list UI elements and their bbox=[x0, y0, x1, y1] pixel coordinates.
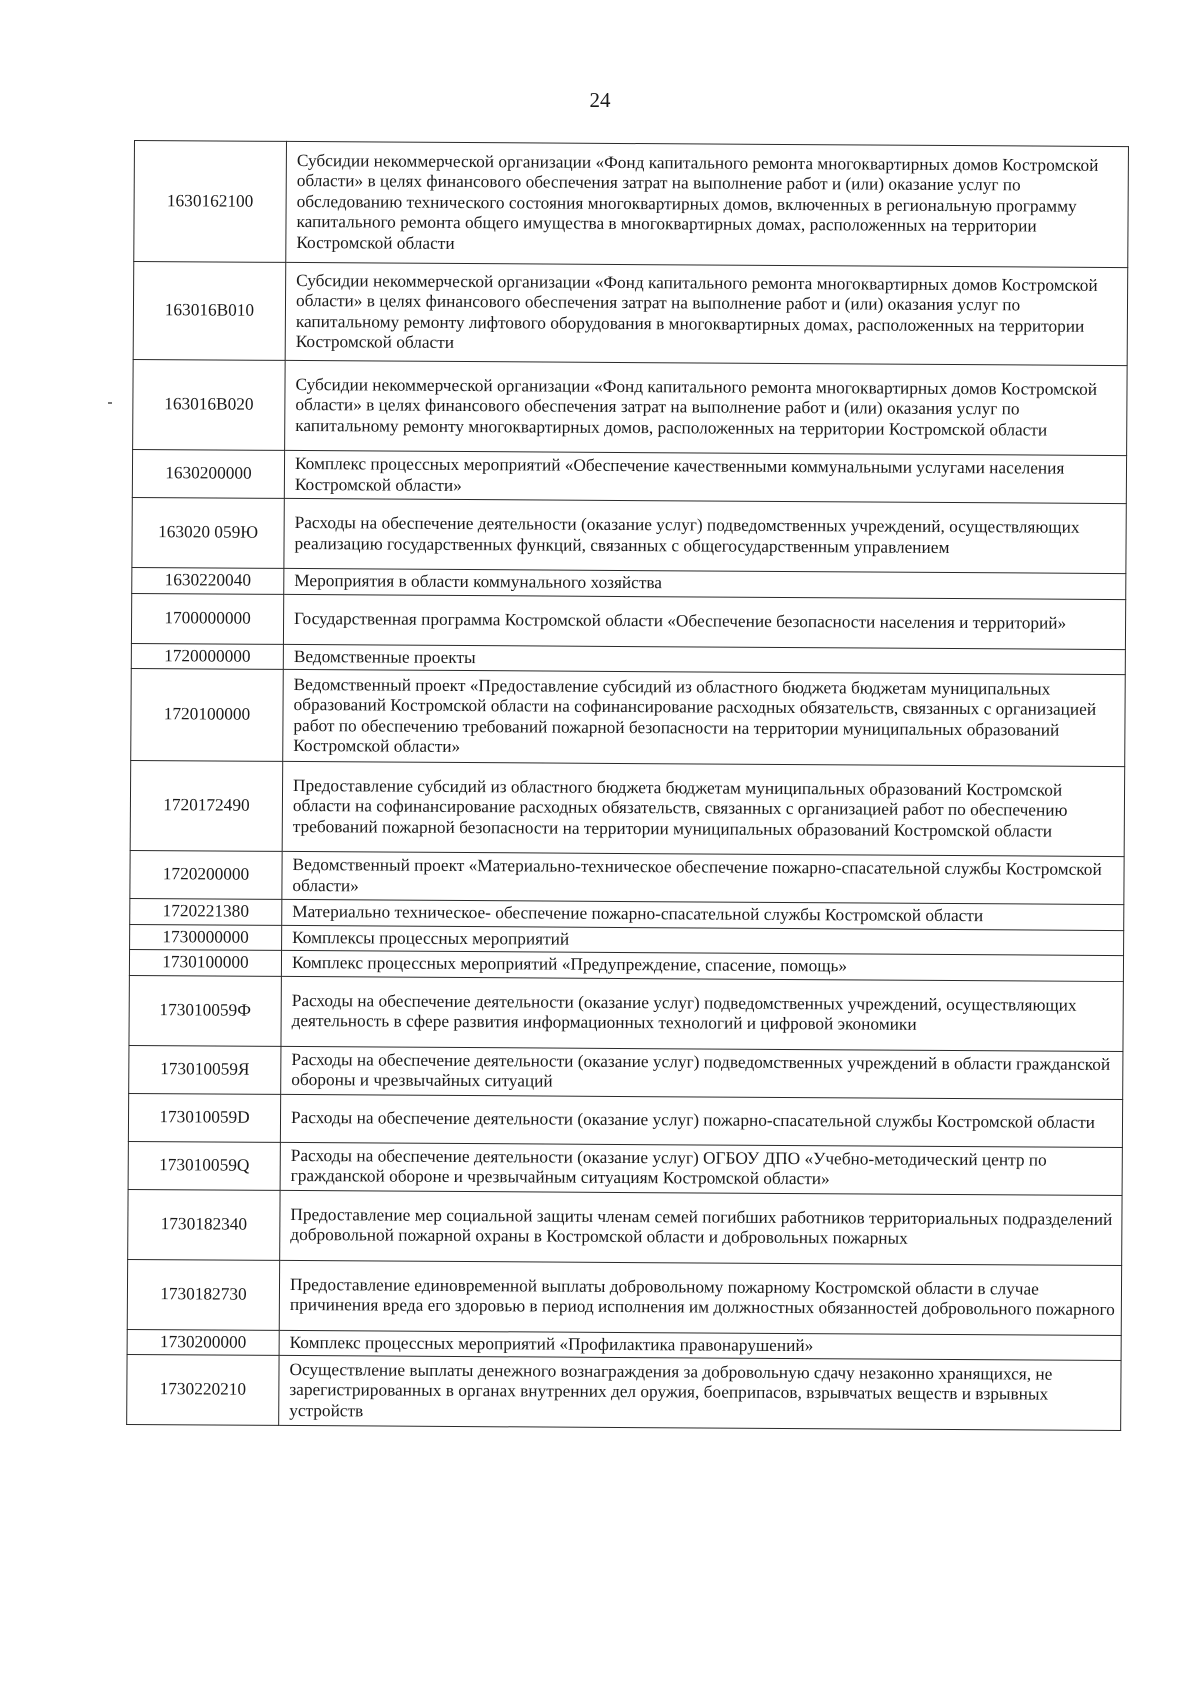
row-code: 1720221380 bbox=[130, 898, 282, 924]
row-code: 1730200000 bbox=[127, 1329, 279, 1355]
row-description: Государственная программа Костромской области «Обеспечение безопасности населения и территорий» bbox=[283, 594, 1125, 649]
row-description: Расходы на обеспечение деятельности (оказание услуг) подведомственных учреждений, осуществляющих реализацию государственных функций, связанных с общегосударственным управлением bbox=[284, 498, 1126, 573]
row-description: Расходы на обеспечение деятельности (оказание услуг) ОГБОУ ДПО «Учебно-методический центр по гражданской обороне и чрезвычайным ситуациям Костромской области» bbox=[280, 1142, 1122, 1195]
row-code: 1720000000 bbox=[131, 643, 283, 669]
table-row bbox=[130, 760, 1125, 856]
table-row bbox=[134, 141, 1129, 268]
row-description: Мероприятия в области коммунального хозяйства bbox=[284, 568, 1126, 599]
row-description: Ведомственный проект «Материально-техническое обеспечение пожарно-спасательной службы Костромской области» bbox=[282, 851, 1124, 904]
row-code: 1730000000 bbox=[130, 924, 282, 950]
row-description: Ведомственные проекты bbox=[283, 644, 1125, 675]
row-code: 173010059Q bbox=[128, 1141, 280, 1190]
row-description: Расходы на обеспечение деятельности (оказание услуг) подведомственных учреждений в области гражданской обороны и чрезвычайных ситуаций bbox=[281, 1046, 1123, 1099]
row-description: Субсидии некоммерческой организации «Фонд капитального ремонта многоквартирных домов Костромской области» в целях финансового обеспечения затрат на выполнение работ и (или) оказание услуг по обследованию технического состояния многоквартирных домов, включенных в региональную программу капитального ремонта общего имущества в многоквартирных домах, расположенных на территории Костромской области bbox=[286, 141, 1129, 267]
row-code: 1730220210 bbox=[127, 1354, 279, 1425]
row-description: Комплекс процессных мероприятий «Предупреждение, спасение, помощь» bbox=[281, 950, 1123, 981]
row-description: Осуществление выплаты денежного вознаграждения за добровольную сдачу незаконно хранящихся, не зарегистрированных в органах внутренних дел оружия, боеприпасов, взрывчатых веществ и взрывных устройств bbox=[279, 1355, 1121, 1430]
row-description: Ведомственный проект «Предоставление субсидий из областного бюджета бюджетам муниципальных образований Костромской области на софинансирование расходных обязательств, связанных с организацией работ по обеспечению требований пожарной безопасности на территории муниципальных образований Костромской области» bbox=[283, 669, 1126, 766]
table-row bbox=[131, 668, 1126, 766]
row-description: Комплекс процессных мероприятий «Профилактика правонарушений» bbox=[279, 1330, 1121, 1361]
table-row bbox=[131, 593, 1125, 649]
table-row bbox=[129, 975, 1123, 1051]
row-code: 173010059Я bbox=[129, 1045, 281, 1094]
table-row bbox=[128, 1093, 1122, 1147]
row-code: 1730182340 bbox=[128, 1189, 280, 1260]
row-description: Комплекс процессных мероприятий «Обеспечение качественными коммунальными услугами населения Костромской области» bbox=[284, 450, 1126, 503]
row-code: 1730182730 bbox=[127, 1259, 279, 1330]
table-row bbox=[132, 497, 1126, 573]
budget-code-table-wrapper bbox=[126, 140, 1129, 1431]
table-row bbox=[130, 850, 1124, 904]
row-code: 173010059Ф bbox=[129, 975, 281, 1046]
table-row bbox=[133, 262, 1128, 366]
table-row bbox=[127, 1354, 1121, 1430]
row-code: 1630162100 bbox=[134, 141, 287, 263]
row-code: 1720200000 bbox=[130, 850, 282, 899]
row-description: Субсидии некоммерческой организации «Фонд капитального ремонта многоквартирных домов Костромской области» в целях финансового обеспечения затрат на выполнение работ и (или) оказания услуг по капитальному ремонту лифтового оборудования в многоквартирных домах, расположенных на территории Костромской области bbox=[285, 262, 1128, 365]
table-row bbox=[128, 1189, 1122, 1265]
table-body bbox=[127, 141, 1129, 1431]
row-code: 163016B010 bbox=[133, 262, 286, 361]
scan-mark bbox=[108, 402, 112, 404]
row-code: 1720172490 bbox=[130, 760, 283, 851]
row-code: 1630220040 bbox=[132, 567, 284, 593]
table-row bbox=[127, 1259, 1121, 1335]
row-description: Предоставление единовременной выплаты добровольному пожарному Костромской области в случае причинения вреда его здоровью в период исполнения им должностных обязанностей добровольного пожарного bbox=[279, 1260, 1121, 1335]
row-code: 163016B020 bbox=[133, 359, 286, 450]
table-row bbox=[133, 359, 1128, 455]
row-code: 1630200000 bbox=[132, 449, 284, 498]
row-description: Предоставление субсидий из областного бюджета бюджетам муниципальных образований Костромской области на софинансирование расходных обязательств, связанных с организацией работ по обеспечению требований пожарной безопасности на территории муниципальных образований Костромской области bbox=[282, 761, 1125, 856]
table-row bbox=[128, 1141, 1122, 1195]
budget-code-table bbox=[126, 140, 1129, 1431]
row-description: Предоставление мер социальной защиты членам семей погибших работников территориальных подразделений добровольной пожарной охраны в Костромской области и добровольных пожарных bbox=[280, 1190, 1122, 1265]
row-code: 163020 059Ю bbox=[132, 497, 284, 568]
row-description: Расходы на обеспечение деятельности (оказание услуг) подведомственных учреждений, осуществляющих деятельность в сфере развития информационных технологий и цифровой экономики bbox=[281, 976, 1123, 1051]
row-code: 173010059D bbox=[128, 1093, 280, 1142]
row-description: Расходы на обеспечение деятельности (оказание услуг) пожарно-спасательной службы Костромской области bbox=[280, 1094, 1122, 1147]
row-code: 1720100000 bbox=[131, 668, 284, 761]
row-code: 1700000000 bbox=[131, 593, 283, 644]
row-description: Материально техническое- обеспечение пожарно-спасательной службы Костромской области bbox=[282, 899, 1124, 930]
page-number: 24 bbox=[589, 88, 611, 112]
row-code: 1730100000 bbox=[129, 949, 281, 975]
table-row bbox=[129, 1045, 1123, 1099]
row-description: Комплексы процессных мероприятий bbox=[282, 925, 1124, 956]
table-row bbox=[132, 449, 1126, 503]
row-description: Субсидии некоммерческой организации «Фонд капитального ремонта многоквартирных домов Костромской области» в целях финансового обеспечения затрат на выполнение работ и (или) оказания услуг по капитальному ремонту многоквартирных домов, расположенных на территории Костромской области bbox=[285, 360, 1128, 455]
